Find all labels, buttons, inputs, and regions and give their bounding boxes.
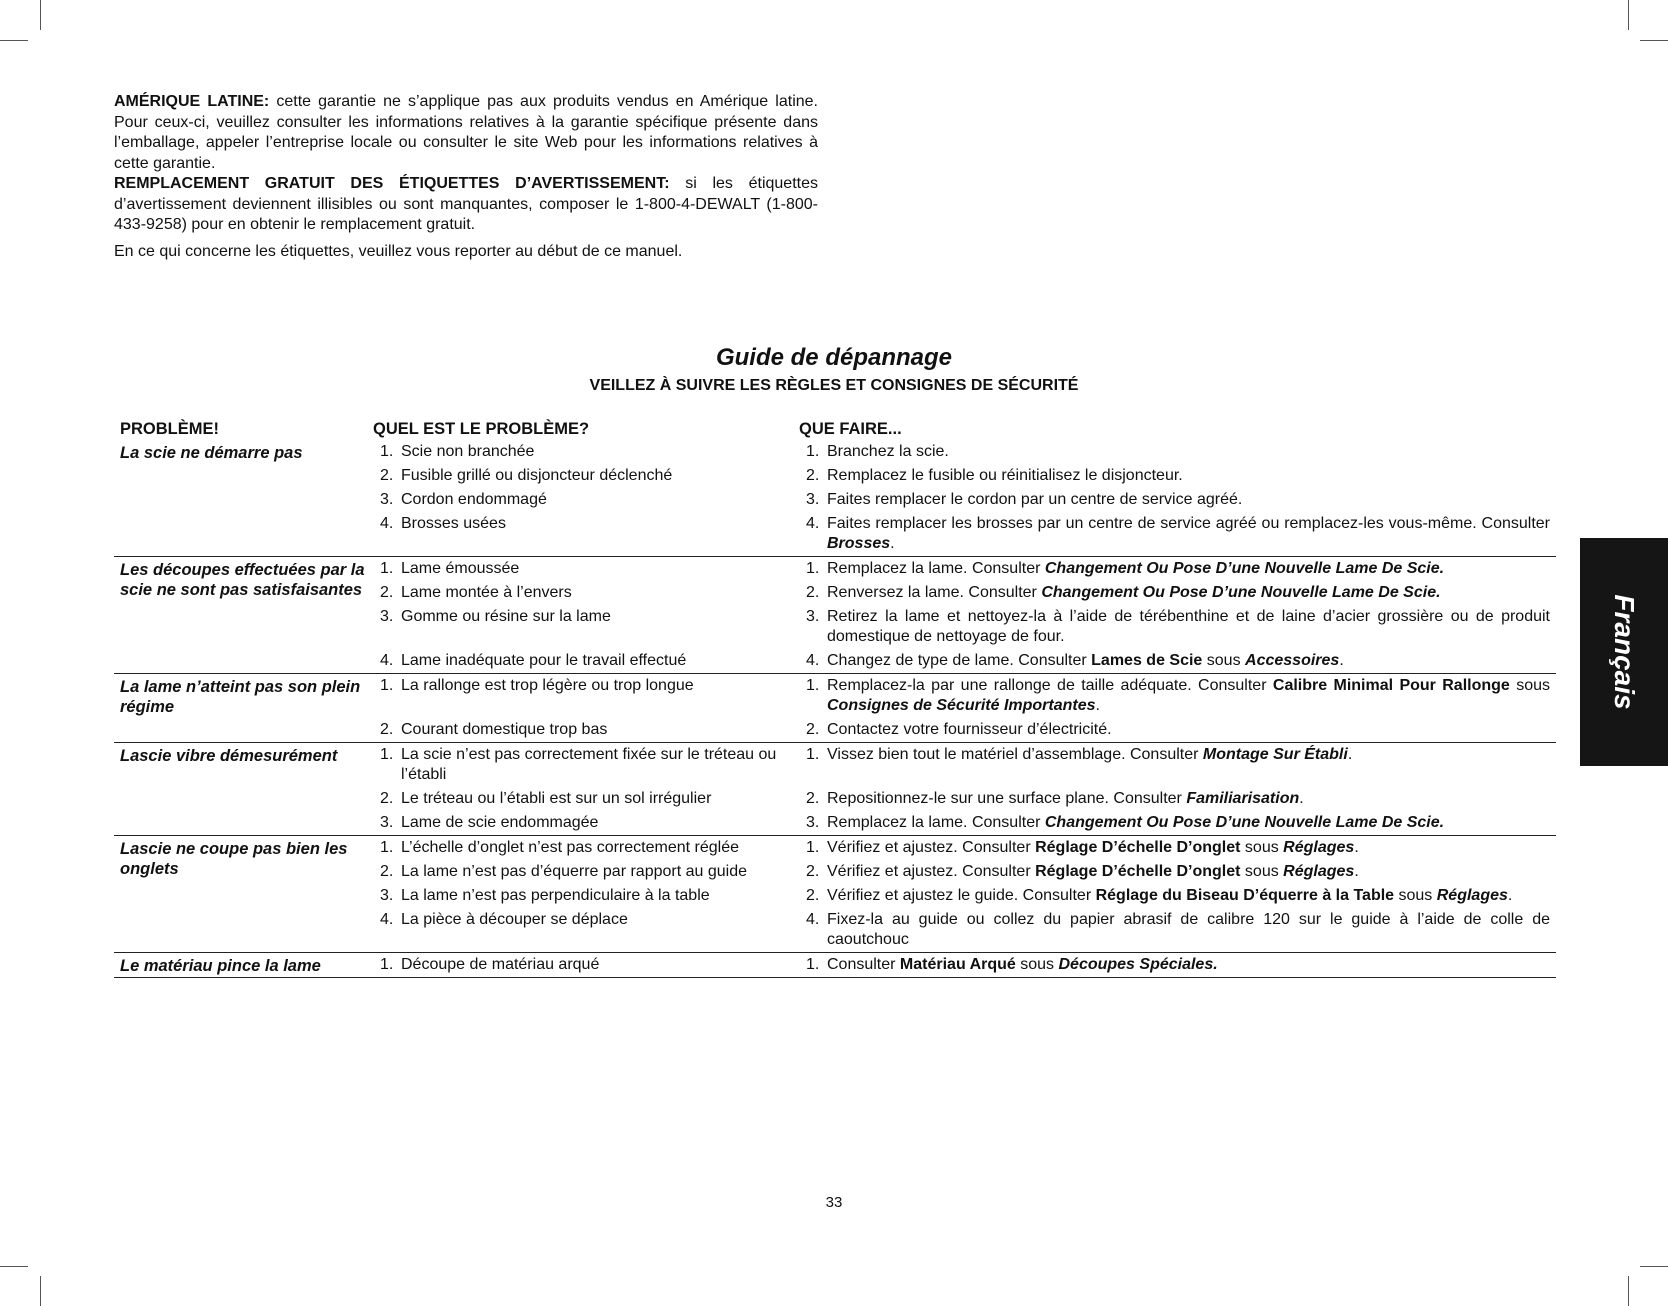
fix-cell — [806, 466, 1550, 486]
fix-segment: sous — [1240, 863, 1284, 880]
cause-text: La rallonge est trop légère ou trop longue — [401, 677, 694, 694]
fix-segment: . — [890, 535, 895, 552]
warranty-section — [114, 92, 818, 262]
fix-text — [827, 607, 1550, 647]
fix-number: 1. — [806, 956, 820, 973]
fix-segment: Retirez la lame et nettoyez-la à l’aide de térébenthine et de laine d’acier grossière ou de produit domestique de nettoyage de four. — [827, 608, 1550, 645]
cause-text: La scie n’est pas correctement fixée sur le tréteau ou l’établi — [401, 746, 777, 783]
problem-group — [114, 440, 1556, 557]
table-row — [114, 718, 1556, 742]
fix-text — [827, 514, 1550, 554]
problem-label: Lascie ne coupe pas bien les onglets — [120, 840, 348, 878]
fix-text — [827, 442, 1550, 462]
fix-text — [827, 745, 1550, 785]
cause-cell — [380, 583, 806, 603]
table-row — [114, 787, 1556, 811]
fix-segment: Faites remplacer les brosses par un centre de service agréé ou remplacez-les vous-même. Consulter — [827, 515, 1550, 532]
fix-number: 3. — [806, 608, 820, 625]
table-row — [114, 908, 1556, 952]
fix-segment: Fixez-la au guide ou collez du papier abrasif de calibre 120 sur le guide à l’aide de colle de caoutchouc — [827, 911, 1550, 948]
fix-text — [827, 720, 1550, 740]
fix-segment: . — [1507, 887, 1513, 904]
fix-segment: . — [1299, 790, 1304, 807]
fix-segment: Consulter — [827, 956, 900, 973]
fix-reference: Changement Ou Pose D’une Nouvelle Lame De Scie. — [1041, 584, 1441, 601]
crop-mark — [1640, 40, 1668, 41]
cause-text: Brosses usées — [401, 515, 506, 532]
fix-number: 2. — [806, 721, 820, 738]
problem-group — [114, 557, 1556, 674]
table-row — [114, 488, 1556, 512]
cause-text: La lame n’est pas d’équerre par rapport au guide — [401, 863, 747, 880]
fix-cell — [806, 745, 1550, 785]
header-fix: QUE FAIRE... — [799, 420, 902, 438]
cause-number: 1. — [380, 839, 394, 856]
fix-text — [827, 886, 1550, 906]
fix-text — [827, 490, 1550, 510]
labels-note: En ce qui concerne les étiquettes, veuillez vous reporter au début de ce manuel. — [114, 242, 683, 260]
fix-text — [827, 813, 1550, 833]
cause-cell — [380, 442, 806, 462]
fix-segment: . — [1339, 652, 1344, 669]
fix-segment: Branchez la scie. — [827, 443, 949, 460]
fix-number: 2. — [806, 467, 820, 484]
crop-mark — [0, 1266, 28, 1267]
fix-number: 2. — [806, 863, 820, 880]
fix-cell — [806, 490, 1550, 510]
fix-number: 1. — [806, 560, 820, 577]
latin-america-paragraph — [114, 92, 818, 174]
cause-cell — [380, 559, 806, 579]
cause-number: 2. — [380, 863, 394, 880]
fix-segment: Renversez la lame. Consulter — [827, 584, 1042, 601]
fix-reference: Réglage D’échelle D’onglet — [1035, 839, 1241, 856]
fix-number: 1. — [806, 443, 820, 460]
fix-number: 2. — [806, 584, 820, 601]
cause-cell — [380, 862, 806, 882]
fix-segment: Vérifiez et ajustez le guide. Consulter — [827, 887, 1096, 904]
fix-cell — [806, 720, 1550, 740]
problem-group — [114, 674, 1556, 743]
cause-text: Lame de scie endommagée — [401, 814, 599, 831]
cause-cell — [380, 813, 806, 833]
cause-text: Cordon endommagé — [401, 491, 547, 508]
fix-number: 1. — [806, 677, 820, 694]
cause-cell — [380, 607, 806, 647]
label-replacement-label: REMPLACEMENT GRATUIT DES ÉTIQUETTES D’AVERTISSEMENT: — [114, 175, 670, 192]
cause-text: Lame montée à l’envers — [401, 584, 572, 601]
fix-number: 4. — [806, 911, 820, 928]
fix-segment: Vissez bien tout le matériel d’assemblage. Consulter — [827, 746, 1203, 763]
fix-number: 3. — [806, 491, 820, 508]
fix-segment: sous — [1240, 839, 1284, 856]
table-row — [114, 649, 1556, 673]
crop-mark — [40, 0, 41, 30]
fix-segment: Vérifiez et ajustez. Consulter — [827, 863, 1036, 880]
header-problem: PROBLÈME! — [120, 420, 219, 438]
cause-number: 1. — [380, 956, 394, 973]
cause-text: Découpe de matériau arqué — [401, 956, 600, 973]
fix-reference: Consignes de Sécurité Importantes — [827, 697, 1096, 714]
fix-cell — [806, 559, 1550, 579]
fix-text — [827, 559, 1550, 579]
table-row — [114, 512, 1556, 556]
fix-reference: Changement Ou Pose D’une Nouvelle Lame De Scie. — [1044, 560, 1445, 577]
fix-reference: Réglages — [1283, 863, 1355, 880]
cause-number: 3. — [380, 887, 394, 904]
language-tab-label: Français — [1609, 594, 1640, 710]
fix-segment: Remplacez le fusible ou réinitialisez le disjoncteur. — [827, 467, 1183, 484]
fix-reference: Réglages — [1283, 839, 1355, 856]
latin-america-label: AMÉRIQUE LATINE: — [114, 93, 270, 110]
label-replacement-text: si les étiquettes d’avertissement deviennent illisibles ou sont manquantes, composer le 1-800-4-DEWALT (1-800-433-9258) pour en obtenir le remplacement gratuit. — [114, 175, 818, 233]
cause-number: 1. — [380, 677, 394, 694]
cause-number: 4. — [380, 911, 394, 928]
fix-cell — [806, 955, 1550, 975]
fix-text — [827, 676, 1550, 716]
cause-cell — [380, 910, 806, 950]
cause-cell — [380, 789, 806, 809]
fix-segment: . — [1095, 697, 1100, 714]
fix-segment: Remplacez-la par une rallonge de taille adéquate. Consulter — [827, 677, 1273, 694]
problem-label: Les découpes effectuées par la scie ne sont pas satisfaisantes — [120, 561, 365, 599]
cause-cell — [380, 514, 806, 554]
fix-number: 2. — [806, 790, 820, 807]
fix-segment: Faites remplacer le cordon par un centre de service agréé. — [827, 491, 1243, 508]
fix-reference: Montage Sur Établi — [1202, 746, 1348, 763]
cause-number: 2. — [380, 790, 394, 807]
fix-segment: sous — [1015, 956, 1059, 973]
guide-subtitle: VEILLEZ À SUIVRE LES RÈGLES ET CONSIGNES DE SÉCURITÉ — [589, 377, 1079, 394]
cause-cell — [380, 651, 806, 671]
fix-cell — [806, 442, 1550, 462]
fix-text — [827, 789, 1550, 809]
table-row — [114, 884, 1556, 908]
cause-number: 3. — [380, 608, 394, 625]
fix-reference: Calibre Minimal Pour Rallonge — [1272, 677, 1510, 694]
problem-label: La lame n’atteint pas son plein régime — [120, 678, 361, 716]
fix-cell — [806, 676, 1550, 716]
cause-cell — [380, 886, 806, 906]
cause-number: 3. — [380, 814, 394, 831]
cause-number: 4. — [380, 515, 394, 532]
problem-label: La scie ne démarre pas — [120, 444, 303, 462]
fix-reference: Découpes Spéciales. — [1058, 956, 1218, 973]
problem-group — [114, 836, 1556, 953]
fix-reference: Lames de Scie — [1091, 652, 1203, 669]
troubleshooting-table — [114, 440, 1556, 978]
fix-text — [827, 910, 1550, 950]
latin-america-text: cette garantie ne s’applique pas aux produits vendus en Amérique latine. Pour ceux-ci, veuillez consulter les informations relatives à la garantie spécifique présente dans l’emballage, appeler l’entreprise locale ou consulter le site Web pour les informations relatives à cette garantie. — [114, 93, 818, 172]
fix-reference: Matériau Arqué — [899, 956, 1016, 973]
fix-cell — [806, 651, 1550, 671]
fix-text — [827, 862, 1550, 882]
problem-label: Lascie vibre démesurément — [120, 747, 338, 765]
table-row — [114, 464, 1556, 488]
cause-text: Scie non branchée — [401, 443, 535, 460]
fix-reference: Changement Ou Pose D’une Nouvelle Lame De Scie. — [1044, 814, 1445, 831]
fix-segment: Repositionnez-le sur une surface plane. Consulter — [827, 790, 1187, 807]
cause-text: Lame inadéquate pour le travail effectué — [401, 652, 687, 669]
fix-segment: sous — [1509, 677, 1550, 694]
fix-cell — [806, 862, 1550, 882]
fix-segment: Remplacez la lame. Consulter — [827, 814, 1045, 831]
cause-cell — [380, 838, 806, 858]
crop-mark — [1628, 0, 1629, 30]
fix-text — [827, 583, 1550, 603]
table-row — [114, 811, 1556, 835]
guide-title: Guide de dépannage — [715, 344, 953, 371]
fix-cell — [806, 607, 1550, 647]
fix-reference: Accessoires — [1245, 652, 1340, 669]
cause-number: 2. — [380, 467, 394, 484]
header-cause: QUEL EST LE PROBLÈME? — [373, 420, 590, 438]
fix-number: 4. — [806, 515, 820, 532]
cause-cell — [380, 745, 806, 785]
problem-group — [114, 743, 1556, 836]
fix-segment: . — [1347, 746, 1353, 763]
crop-mark — [1640, 1266, 1668, 1267]
fix-segment: Remplacez la lame. Consulter — [827, 560, 1045, 577]
cause-text: La lame n’est pas perpendiculaire à la table — [401, 887, 710, 904]
fix-reference: Brosses — [827, 535, 891, 552]
problem-group — [114, 953, 1556, 978]
fix-segment: Contactez votre fournisseur d’électricité. — [827, 721, 1112, 738]
fix-reference: Familiarisation — [1186, 790, 1300, 807]
fix-cell — [806, 789, 1550, 809]
cause-number: 1. — [380, 746, 394, 763]
cause-text: La pièce à découper se déplace — [401, 911, 628, 928]
language-tab — [1580, 538, 1668, 766]
cause-cell — [380, 720, 806, 740]
cause-number: 3. — [380, 491, 394, 508]
fix-segment: sous — [1394, 887, 1437, 904]
fix-cell — [806, 838, 1550, 858]
cause-text: Courant domestique trop bas — [401, 721, 608, 738]
fix-text — [827, 955, 1550, 975]
page-number: 33 — [825, 1194, 843, 1211]
cause-number: 2. — [380, 721, 394, 738]
fix-number: 1. — [806, 839, 820, 856]
cause-cell — [380, 955, 806, 975]
cause-text: L’échelle d’onglet n’est pas correctement réglée — [401, 839, 739, 856]
fix-segment: Changez de type de lame. Consulter — [827, 652, 1092, 669]
cause-number: 4. — [380, 652, 394, 669]
fix-cell — [806, 813, 1550, 833]
fix-segment: Vérifiez et ajustez. Consulter — [827, 839, 1036, 856]
fix-reference: Réglages — [1436, 887, 1508, 904]
fix-number: 3. — [806, 814, 820, 831]
problem-label: Le matériau pince la lame — [120, 957, 321, 975]
cause-cell — [380, 490, 806, 510]
fix-reference: Réglage D’échelle D’onglet — [1035, 863, 1241, 880]
fix-segment: . — [1354, 839, 1359, 856]
fix-number: 1. — [806, 746, 820, 763]
fix-text — [827, 651, 1550, 671]
fix-reference: Réglage du Biseau D’équerre à la Table — [1095, 887, 1395, 904]
crop-mark — [0, 40, 28, 41]
cause-number: 2. — [380, 584, 394, 601]
label-replacement-paragraph — [114, 174, 818, 236]
fix-number: 2. — [806, 887, 820, 904]
fix-number: 4. — [806, 652, 820, 669]
fix-segment: . — [1354, 863, 1359, 880]
crop-mark — [1628, 1276, 1629, 1306]
cause-number: 1. — [380, 560, 394, 577]
fix-cell — [806, 514, 1550, 554]
fix-segment: sous — [1202, 652, 1246, 669]
cause-text: Fusible grillé ou disjoncteur déclenché — [401, 467, 673, 484]
table-row — [114, 605, 1556, 649]
fix-text — [827, 466, 1550, 486]
crop-mark — [40, 1276, 41, 1306]
cause-text: Lame émoussée — [401, 560, 520, 577]
cause-text: Le tréteau ou l’établi est sur un sol irrégulier — [401, 790, 712, 807]
cause-text: Gomme ou résine sur la lame — [401, 608, 611, 625]
fix-cell — [806, 886, 1550, 906]
cause-cell — [380, 676, 806, 716]
cause-number: 1. — [380, 443, 394, 460]
cause-cell — [380, 466, 806, 486]
fix-cell — [806, 583, 1550, 603]
fix-text — [827, 838, 1550, 858]
fix-cell — [806, 910, 1550, 950]
